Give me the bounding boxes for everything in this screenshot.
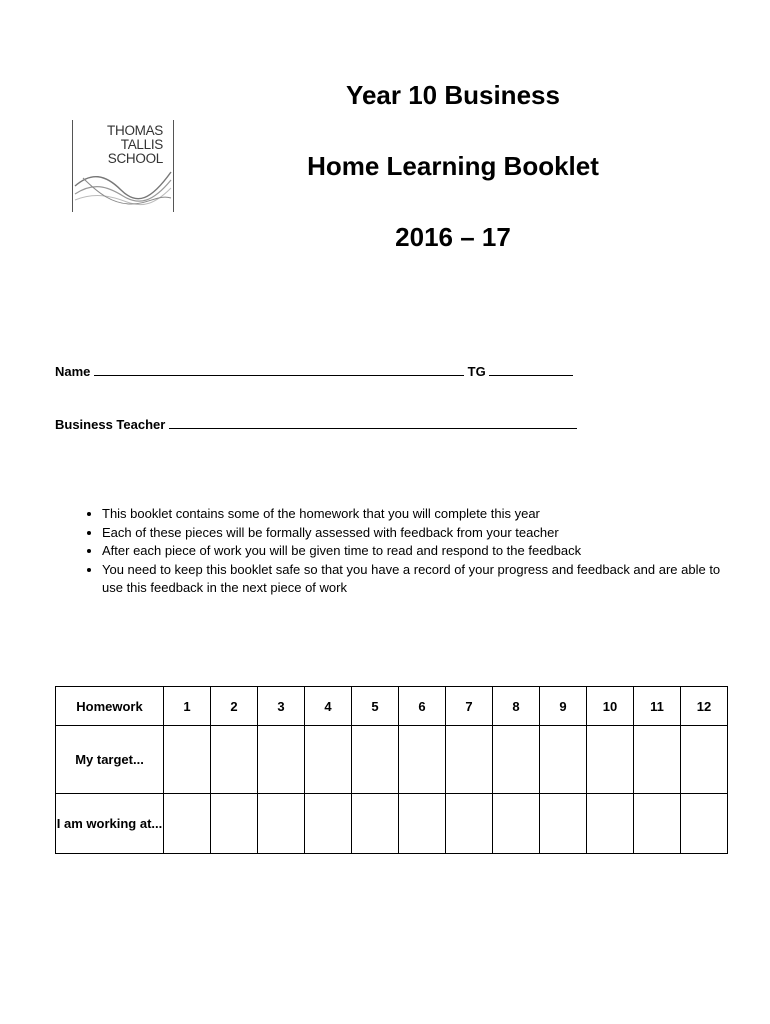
tg-input-line[interactable] <box>489 363 573 376</box>
row-label: I am working at... <box>56 794 164 854</box>
table-cell[interactable] <box>446 794 493 854</box>
table-cell[interactable] <box>634 726 681 794</box>
table-cell[interactable] <box>493 726 540 794</box>
table-cell[interactable] <box>211 726 258 794</box>
table-cell[interactable] <box>681 726 728 794</box>
table-cell[interactable] <box>587 726 634 794</box>
table-cell[interactable] <box>258 794 305 854</box>
list-item: • This booklet contains some of the homework that you will complete this year <box>102 505 722 524</box>
table-row <box>56 794 728 854</box>
page-title: Year 10 Business <box>346 80 560 110</box>
table-cell[interactable] <box>634 794 681 854</box>
tg-label: TG <box>467 364 486 379</box>
teacher-field-row <box>55 416 577 432</box>
list-item: • Each of these pieces will be formally assessed with feedback from your teacher <box>102 524 722 543</box>
academic-year: 2016 – 17 <box>395 222 511 252</box>
column-header: 5 <box>352 687 399 726</box>
table-cell[interactable] <box>493 794 540 854</box>
table-cell[interactable] <box>305 794 352 854</box>
table-cell[interactable] <box>352 794 399 854</box>
logo-text-line: THOMAS <box>107 123 163 138</box>
table-cell[interactable] <box>211 794 258 854</box>
table-cell[interactable] <box>399 794 446 854</box>
table-cell[interactable] <box>540 794 587 854</box>
table-cell[interactable] <box>352 726 399 794</box>
homework-tracker-table <box>55 686 728 854</box>
table-cell[interactable] <box>681 794 728 854</box>
column-header: 11 <box>634 687 681 726</box>
row-label: My target... <box>56 726 164 794</box>
column-header: 3 <box>258 687 305 726</box>
column-header: 6 <box>399 687 446 726</box>
column-header: 1 <box>164 687 211 726</box>
table-cell[interactable] <box>164 726 211 794</box>
column-header: 12 <box>681 687 728 726</box>
table-row <box>56 726 728 794</box>
school-logo <box>72 120 174 212</box>
table-header-row <box>56 687 728 726</box>
column-header: 10 <box>587 687 634 726</box>
table-cell[interactable] <box>164 794 211 854</box>
header-cell: Homework <box>56 687 164 726</box>
name-label: Name <box>55 364 91 379</box>
logo-text-line: SCHOOL <box>107 151 163 166</box>
list-item: • After each piece of work you will be given time to read and respond to the feedback <box>102 542 722 561</box>
column-header: 9 <box>540 687 587 726</box>
name-field-row <box>55 363 573 379</box>
list-item: • You need to keep this booklet safe so that you have a record of your progress and feedback and are able to use this feedback in the next piece of work <box>102 561 722 598</box>
column-header: 2 <box>211 687 258 726</box>
table-cell[interactable] <box>305 726 352 794</box>
logo-wave-icon <box>73 164 173 210</box>
table-cell[interactable] <box>258 726 305 794</box>
column-header: 8 <box>493 687 540 726</box>
table-cell[interactable] <box>587 794 634 854</box>
teacher-label: Business Teacher <box>55 417 166 432</box>
table-cell[interactable] <box>540 726 587 794</box>
teacher-input-line[interactable] <box>169 416 577 429</box>
page-subtitle: Home Learning Booklet <box>307 151 599 181</box>
logo-text-line: TALLIS <box>120 137 163 152</box>
column-header: 4 <box>305 687 352 726</box>
table-cell[interactable] <box>399 726 446 794</box>
table-cell[interactable] <box>446 726 493 794</box>
name-input-line[interactable] <box>94 363 464 376</box>
column-header: 7 <box>446 687 493 726</box>
instructions-list <box>78 505 722 598</box>
